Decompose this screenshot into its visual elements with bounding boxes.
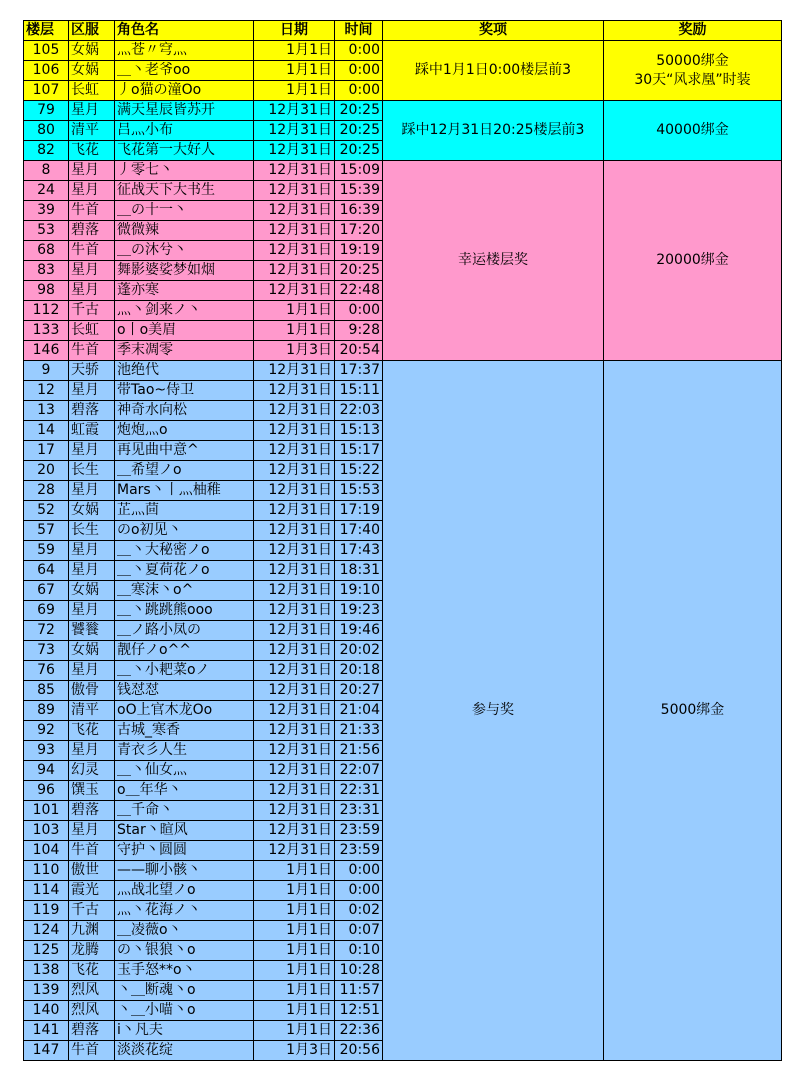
- date-cell: 12月31日: [254, 421, 335, 441]
- server-cell: 星月: [69, 161, 115, 181]
- date-cell: 1月1日: [254, 901, 335, 921]
- name-cell: 守护丶圆圆: [115, 841, 254, 861]
- header-floor: 楼层: [24, 21, 69, 41]
- server-cell: 星月: [69, 481, 115, 501]
- name-cell: Star丶暄风: [115, 821, 254, 841]
- server-cell: 星月: [69, 181, 115, 201]
- server-cell: 星月: [69, 441, 115, 461]
- table-row: [24, 361, 782, 381]
- time-cell: 0:00: [335, 301, 383, 321]
- name-cell: ＿丶跳跳熊ooo: [115, 601, 254, 621]
- name-cell: 飞花第一大好人: [115, 141, 254, 161]
- floor-cell: 112: [24, 301, 69, 321]
- name-cell: ＿の沐兮丶: [115, 241, 254, 261]
- server-cell: 碧落: [69, 1021, 115, 1041]
- floor-cell: 110: [24, 861, 69, 881]
- floor-cell: 17: [24, 441, 69, 461]
- floor-cell: 89: [24, 701, 69, 721]
- name-cell: ＿寒沫丶o^: [115, 581, 254, 601]
- floor-cell: 20: [24, 461, 69, 481]
- server-cell: 碧落: [69, 221, 115, 241]
- floor-cell: 13: [24, 401, 69, 421]
- floor-cell: 133: [24, 321, 69, 341]
- date-cell: 12月31日: [254, 801, 335, 821]
- floor-cell: 141: [24, 1021, 69, 1041]
- time-cell: 20:25: [335, 101, 383, 121]
- floor-cell: 9: [24, 361, 69, 381]
- name-cell: 吕灬小布: [115, 121, 254, 141]
- name-cell: のo初见丶: [115, 521, 254, 541]
- date-cell: 12月31日: [254, 781, 335, 801]
- prize-cell: 踩中1月1日0:00楼层前3: [383, 41, 604, 101]
- prize-cell: 参与奖: [383, 361, 604, 1061]
- date-cell: 1月1日: [254, 961, 335, 981]
- floor-cell: 106: [24, 61, 69, 81]
- server-cell: 幻灵: [69, 761, 115, 781]
- server-cell: 长虹: [69, 321, 115, 341]
- date-cell: 1月1日: [254, 81, 335, 101]
- floor-cell: 98: [24, 281, 69, 301]
- floor-cell: 82: [24, 141, 69, 161]
- server-cell: 飞花: [69, 721, 115, 741]
- name-cell: ＿凌薇o丶: [115, 921, 254, 941]
- date-cell: 12月31日: [254, 121, 335, 141]
- server-cell: 清平: [69, 121, 115, 141]
- time-cell: 0:00: [335, 41, 383, 61]
- floor-cell: 103: [24, 821, 69, 841]
- date-cell: 1月3日: [254, 341, 335, 361]
- floor-cell: 28: [24, 481, 69, 501]
- date-cell: 1月1日: [254, 301, 335, 321]
- time-cell: 22:03: [335, 401, 383, 421]
- name-cell: 满天星辰皆苏开: [115, 101, 254, 121]
- date-cell: 1月1日: [254, 941, 335, 961]
- name-cell: 微微辣: [115, 221, 254, 241]
- time-cell: 21:56: [335, 741, 383, 761]
- time-cell: 23:59: [335, 821, 383, 841]
- header-name: 角色名: [115, 21, 254, 41]
- date-cell: 12月31日: [254, 461, 335, 481]
- time-cell: 17:19: [335, 501, 383, 521]
- time-cell: 20:54: [335, 341, 383, 361]
- table-header: [24, 21, 782, 41]
- time-cell: 17:43: [335, 541, 383, 561]
- server-cell: 星月: [69, 381, 115, 401]
- floor-cell: 39: [24, 201, 69, 221]
- date-cell: 12月31日: [254, 661, 335, 681]
- name-cell: ——聊小骸丶: [115, 861, 254, 881]
- date-cell: 1月1日: [254, 321, 335, 341]
- header-date: 日期: [254, 21, 335, 41]
- server-cell: 星月: [69, 661, 115, 681]
- name-cell: 芷灬茴: [115, 501, 254, 521]
- name-cell: 靓仔ノo^^: [115, 641, 254, 661]
- table-body: [24, 41, 782, 1061]
- time-cell: 20:18: [335, 661, 383, 681]
- date-cell: 12月31日: [254, 561, 335, 581]
- name-cell: 炮炮灬o: [115, 421, 254, 441]
- name-cell: 带Tao~侍卫: [115, 381, 254, 401]
- server-cell: 虹霞: [69, 421, 115, 441]
- date-cell: 1月1日: [254, 861, 335, 881]
- floor-cell: 68: [24, 241, 69, 261]
- name-cell: ＿丶小耙菜oノ: [115, 661, 254, 681]
- server-cell: 霞光: [69, 881, 115, 901]
- name-cell: 丿零七丶: [115, 161, 254, 181]
- time-cell: 11:57: [335, 981, 383, 1001]
- name-cell: 古城_寒香: [115, 721, 254, 741]
- floor-cell: 67: [24, 581, 69, 601]
- server-cell: 牛首: [69, 341, 115, 361]
- server-cell: 千古: [69, 301, 115, 321]
- floor-cell: 24: [24, 181, 69, 201]
- time-cell: 20:02: [335, 641, 383, 661]
- name-cell: ＿の十一丶: [115, 201, 254, 221]
- reward-cell: 40000绑金: [604, 101, 782, 161]
- time-cell: 19:10: [335, 581, 383, 601]
- date-cell: 12月31日: [254, 821, 335, 841]
- server-cell: 女娲: [69, 41, 115, 61]
- floor-cell: 114: [24, 881, 69, 901]
- name-cell: 丶＿小喵丶o: [115, 1001, 254, 1021]
- date-cell: 12月31日: [254, 841, 335, 861]
- server-cell: 星月: [69, 101, 115, 121]
- floor-cell: 73: [24, 641, 69, 661]
- name-cell: o＿年华丶: [115, 781, 254, 801]
- header-row: [24, 21, 782, 41]
- date-cell: 12月31日: [254, 161, 335, 181]
- floor-cell: 138: [24, 961, 69, 981]
- date-cell: 12月31日: [254, 721, 335, 741]
- name-cell: 青衣彡人生: [115, 741, 254, 761]
- name-cell: 玉手怒**o丶: [115, 961, 254, 981]
- header-reward: 奖励: [604, 21, 782, 41]
- time-cell: 22:31: [335, 781, 383, 801]
- name-cell: 灬丶剑来ノ丶: [115, 301, 254, 321]
- date-cell: 12月31日: [254, 581, 335, 601]
- date-cell: 12月31日: [254, 541, 335, 561]
- name-cell: Mars丶丨灬柚稚: [115, 481, 254, 501]
- floor-cell: 147: [24, 1041, 69, 1061]
- time-cell: 15:17: [335, 441, 383, 461]
- time-cell: 17:40: [335, 521, 383, 541]
- date-cell: 12月31日: [254, 221, 335, 241]
- reward-cell: 5000绑金: [604, 361, 782, 1061]
- date-cell: 12月31日: [254, 441, 335, 461]
- time-cell: 17:20: [335, 221, 383, 241]
- name-cell: 钱怼怼: [115, 681, 254, 701]
- date-cell: 1月1日: [254, 921, 335, 941]
- server-cell: 飞花: [69, 961, 115, 981]
- time-cell: 0:00: [335, 861, 383, 881]
- name-cell: 灬丶花海ノ丶: [115, 901, 254, 921]
- server-cell: 烈风: [69, 981, 115, 1001]
- name-cell: 再见曲中意^: [115, 441, 254, 461]
- date-cell: 12月31日: [254, 761, 335, 781]
- prize-cell: 幸运楼层奖: [383, 161, 604, 361]
- time-cell: 19:46: [335, 621, 383, 641]
- name-cell: 蓬亦寒: [115, 281, 254, 301]
- date-cell: 12月31日: [254, 181, 335, 201]
- name-cell: ＿丶老爷oo: [115, 61, 254, 81]
- floor-cell: 94: [24, 761, 69, 781]
- server-cell: 傲世: [69, 861, 115, 881]
- name-cell: ＿丶夏荷花ノo: [115, 561, 254, 581]
- name-cell: 灬战北望ノo: [115, 881, 254, 901]
- floor-cell: 105: [24, 41, 69, 61]
- date-cell: 12月31日: [254, 701, 335, 721]
- server-cell: 饕餮: [69, 621, 115, 641]
- prize-winners-table: [23, 20, 782, 1061]
- time-cell: 15:39: [335, 181, 383, 201]
- server-cell: 清平: [69, 701, 115, 721]
- server-cell: 牛首: [69, 201, 115, 221]
- server-cell: 牛首: [69, 1041, 115, 1061]
- server-cell: 星月: [69, 541, 115, 561]
- date-cell: 12月31日: [254, 481, 335, 501]
- name-cell: oO上官木龙Oo: [115, 701, 254, 721]
- time-cell: 20:25: [335, 121, 383, 141]
- name-cell: 淡淡花绽: [115, 1041, 254, 1061]
- floor-cell: 64: [24, 561, 69, 581]
- server-cell: 女娲: [69, 501, 115, 521]
- floor-cell: 69: [24, 601, 69, 621]
- server-cell: 千古: [69, 901, 115, 921]
- floor-cell: 59: [24, 541, 69, 561]
- name-cell: ＿希望ノo: [115, 461, 254, 481]
- date-cell: 12月31日: [254, 401, 335, 421]
- time-cell: 19:19: [335, 241, 383, 261]
- date-cell: 1月1日: [254, 881, 335, 901]
- time-cell: 23:31: [335, 801, 383, 821]
- name-cell: ＿丶仙女灬: [115, 761, 254, 781]
- server-cell: 星月: [69, 821, 115, 841]
- server-cell: 碧落: [69, 401, 115, 421]
- time-cell: 16:39: [335, 201, 383, 221]
- server-cell: 牛首: [69, 841, 115, 861]
- name-cell: 丶＿断魂丶o: [115, 981, 254, 1001]
- table-row: [24, 101, 782, 121]
- floor-cell: 52: [24, 501, 69, 521]
- floor-cell: 124: [24, 921, 69, 941]
- time-cell: 21:33: [335, 721, 383, 741]
- date-cell: 12月31日: [254, 621, 335, 641]
- floor-cell: 119: [24, 901, 69, 921]
- name-cell: o丨o美眉: [115, 321, 254, 341]
- date-cell: 12月31日: [254, 681, 335, 701]
- time-cell: 15:13: [335, 421, 383, 441]
- floor-cell: 72: [24, 621, 69, 641]
- server-cell: 女娲: [69, 61, 115, 81]
- time-cell: 20:27: [335, 681, 383, 701]
- server-cell: 长生: [69, 521, 115, 541]
- date-cell: 12月31日: [254, 101, 335, 121]
- date-cell: 12月31日: [254, 741, 335, 761]
- time-cell: 12:51: [335, 1001, 383, 1021]
- floor-cell: 140: [24, 1001, 69, 1021]
- reward-cell: 50000绑金 30天“风求凰”时装: [604, 41, 782, 101]
- server-cell: 长虹: [69, 81, 115, 101]
- floor-cell: 125: [24, 941, 69, 961]
- floor-cell: 92: [24, 721, 69, 741]
- floor-cell: 96: [24, 781, 69, 801]
- server-cell: 牛首: [69, 241, 115, 261]
- time-cell: 20:25: [335, 141, 383, 161]
- time-cell: 18:31: [335, 561, 383, 581]
- name-cell: ＿千命丶: [115, 801, 254, 821]
- time-cell: 20:25: [335, 261, 383, 281]
- server-cell: 星月: [69, 561, 115, 581]
- server-cell: 星月: [69, 261, 115, 281]
- server-cell: 傲骨: [69, 681, 115, 701]
- header-server: 区服: [69, 21, 115, 41]
- time-cell: 22:48: [335, 281, 383, 301]
- date-cell: 12月31日: [254, 201, 335, 221]
- table-row: [24, 41, 782, 61]
- time-cell: 21:04: [335, 701, 383, 721]
- time-cell: 0:00: [335, 881, 383, 901]
- server-cell: 星月: [69, 281, 115, 301]
- server-cell: 星月: [69, 741, 115, 761]
- date-cell: 1月1日: [254, 1021, 335, 1041]
- server-cell: 馔玉: [69, 781, 115, 801]
- date-cell: 12月31日: [254, 361, 335, 381]
- name-cell: の丶银狼丶o: [115, 941, 254, 961]
- time-cell: 0:07: [335, 921, 383, 941]
- date-cell: 1月1日: [254, 1001, 335, 1021]
- time-cell: 0:10: [335, 941, 383, 961]
- time-cell: 15:53: [335, 481, 383, 501]
- server-cell: 飞花: [69, 141, 115, 161]
- name-cell: i丶凡夫: [115, 1021, 254, 1041]
- header-prize: 奖项: [383, 21, 604, 41]
- time-cell: 22:36: [335, 1021, 383, 1041]
- time-cell: 23:59: [335, 841, 383, 861]
- table-row: [24, 161, 782, 181]
- date-cell: 12月31日: [254, 501, 335, 521]
- time-cell: 19:23: [335, 601, 383, 621]
- floor-cell: 104: [24, 841, 69, 861]
- date-cell: 12月31日: [254, 601, 335, 621]
- header-time: 时间: [335, 21, 383, 41]
- name-cell: 征战天下大书生: [115, 181, 254, 201]
- server-cell: 天骄: [69, 361, 115, 381]
- name-cell: ＿ノ路小凤の: [115, 621, 254, 641]
- time-cell: 9:28: [335, 321, 383, 341]
- time-cell: 0:00: [335, 81, 383, 101]
- time-cell: 15:09: [335, 161, 383, 181]
- date-cell: 12月31日: [254, 241, 335, 261]
- time-cell: 20:56: [335, 1041, 383, 1061]
- name-cell: 季末凋零: [115, 341, 254, 361]
- time-cell: 17:37: [335, 361, 383, 381]
- date-cell: 1月3日: [254, 1041, 335, 1061]
- name-cell: 灬苍〃穹灬: [115, 41, 254, 61]
- floor-cell: 76: [24, 661, 69, 681]
- floor-cell: 8: [24, 161, 69, 181]
- reward-cell: 20000绑金: [604, 161, 782, 361]
- server-cell: 星月: [69, 601, 115, 621]
- floor-cell: 80: [24, 121, 69, 141]
- floor-cell: 85: [24, 681, 69, 701]
- name-cell: 池绝代: [115, 361, 254, 381]
- floor-cell: 14: [24, 421, 69, 441]
- server-cell: 长生: [69, 461, 115, 481]
- server-cell: 女娲: [69, 581, 115, 601]
- server-cell: 烈风: [69, 1001, 115, 1021]
- time-cell: 10:28: [335, 961, 383, 981]
- date-cell: 12月31日: [254, 281, 335, 301]
- name-cell: 丿o猫の潼Oo: [115, 81, 254, 101]
- floor-cell: 101: [24, 801, 69, 821]
- time-cell: 15:11: [335, 381, 383, 401]
- floor-cell: 139: [24, 981, 69, 1001]
- name-cell: ＿丶大秘密ノo: [115, 541, 254, 561]
- date-cell: 12月31日: [254, 261, 335, 281]
- time-cell: 22:07: [335, 761, 383, 781]
- date-cell: 12月31日: [254, 381, 335, 401]
- date-cell: 1月1日: [254, 41, 335, 61]
- floor-cell: 53: [24, 221, 69, 241]
- name-cell: 神奇水向松: [115, 401, 254, 421]
- server-cell: 龙腾: [69, 941, 115, 961]
- date-cell: 1月1日: [254, 61, 335, 81]
- floor-cell: 12: [24, 381, 69, 401]
- floor-cell: 107: [24, 81, 69, 101]
- floor-cell: 146: [24, 341, 69, 361]
- time-cell: 0:00: [335, 61, 383, 81]
- date-cell: 12月31日: [254, 521, 335, 541]
- date-cell: 12月31日: [254, 141, 335, 161]
- prize-cell: 踩中12月31日20:25楼层前3: [383, 101, 604, 161]
- date-cell: 12月31日: [254, 641, 335, 661]
- server-cell: 女娲: [69, 641, 115, 661]
- name-cell: 舞影婆娑梦如烟: [115, 261, 254, 281]
- server-cell: 九渊: [69, 921, 115, 941]
- floor-cell: 83: [24, 261, 69, 281]
- time-cell: 0:02: [335, 901, 383, 921]
- server-cell: 碧落: [69, 801, 115, 821]
- floor-cell: 57: [24, 521, 69, 541]
- floor-cell: 79: [24, 101, 69, 121]
- floor-cell: 93: [24, 741, 69, 761]
- date-cell: 1月1日: [254, 981, 335, 1001]
- time-cell: 15:22: [335, 461, 383, 481]
